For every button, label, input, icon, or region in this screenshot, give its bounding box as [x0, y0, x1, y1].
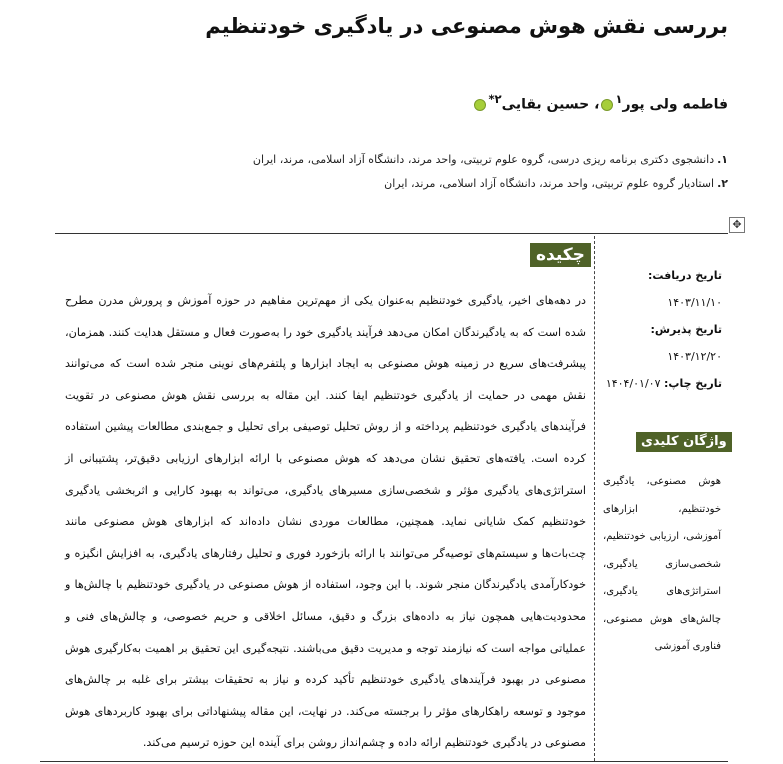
author-first-affil: ۱: [615, 92, 623, 106]
keywords-body: هوش مصنوعی، یادگیری خودتنظیم، ابزارهای آموزشی، ارزیابی خودتنظیم، شخصی‌سازی یادگیری، استراتژی‌های یادگیری، چالش‌های هوش مصنوعی، فناوری آموزشی: [603, 476, 721, 652]
author-second-affil: ۲*: [488, 92, 502, 106]
dates-panel: [600, 262, 722, 397]
orcid-icon[interactable]: [601, 99, 613, 111]
date-received: تاریخ دریافت: ۱۴۰۳/۱۱/۱۰: [648, 269, 722, 309]
affiliations: [88, 148, 728, 196]
top-divider: [55, 233, 728, 234]
orcid-icon[interactable]: [474, 99, 486, 111]
author-separator: ،: [589, 96, 600, 113]
author-second[interactable]: حسین بقایی: [501, 96, 590, 113]
date-accepted: تاریخ پذیرش: ۱۴۰۳/۱۲/۲۰: [650, 323, 722, 363]
abstract-heading: چکیده: [530, 243, 591, 267]
affiliation-item: ۲.استادیار گروه علوم تربیتی، واحد مرند، دانشگاه آزاد اسلامی، مرند، ایران: [384, 177, 728, 190]
article-title: بررسی نقش هوش مصنوعی در یادگیری خودتنظیم: [205, 14, 728, 38]
bottom-divider: [40, 761, 728, 762]
abstract-body: در دهه‌های اخیر، یادگیری خودتنظیم به‌عنوان یکی از مهم‌ترین مفاهیم در حوزه آموزش و پرورش مدرن مطرح شده است که به یادگیرندگان امکان می‌دهد فرآیند یادگیری خود را به‌صورت فعال و مستقل هدایت کنند. همزمان، پیشرفت‌های سریع در زمینه هوش مصنوعی به ایجاد ابزارها و پلتفرم‌های نوینی منجر شده است که می‌توانند نقش مهمی در حمایت از یادگیری خودتنظیم ایفا کنند. این مقاله به بررسی نقش هوش مصنوعی در تقویت فرآیندهای یادگیری خودتنظیم پرداخته و از روش تحلیل توصیفی برای تحلیل و جمع‌بندی مطالعات پیشین استفاده کرده است. یافته‌های تحقیق نشان می‌دهد که هوش مصنوعی با ارائه ابزارهای ارزیابی دقیق‌تر، پشتیبانی از استراتژی‌های یادگیری مؤثر و شخصی‌سازی مسیرهای یادگیری، می‌تواند به بهبود کارایی و اثربخشی یادگیری خودتنظیم کمک شایانی نماید. همچنین، مطالعات موردی نشان داده‌اند که ابزارهای هوش مصنوعی مانند چت‌بات‌ها و سیستم‌های توصیه‌گر می‌توانند با ارائه بازخورد فوری و تحلیل رفتارهای یادگیری، به افزایش انگیزه و خودکارآمدی یادگیرندگان منجر شوند. با این وجود، استفاده از هوش مصنوعی در یادگیری خودتنظیم با چالش‌ها و محدودیت‌هایی همچون نیاز به داده‌های بزرگ و دقیق، مسائل اخلاقی و حریم خصوصی، و چالش‌های فنی و عملیاتی مواجه است که نیازمند توجه و مدیریت دقیق می‌باشند. نتیجه‌گیری این تحقیق بر اهمیت به‌کارگیری هوش مصنوعی در بهبود فرآیندهای یادگیری خودتنظیم تأکید کرده و نیاز به تحقیقات بیشتر برای غلبه بر چالش‌های موجود و توسعه راهکارهای مؤثر را برجسته می‌کند. در نهایت، این مقاله پیشنهاداتی برای بهبود کاربردهای هوش مصنوعی در یادگیری خودتنظیم ارائه داده و چشم‌انداز روشن برای آینده این حوزه ترسیم می‌کند.: [65, 294, 586, 750]
authors-line: [128, 92, 728, 113]
column-divider: [594, 236, 595, 761]
date-published: تاریخ چاپ: ۱۴۰۴/۰۱/۰۷: [605, 377, 722, 390]
author-first[interactable]: فاطمه ولی پور: [622, 96, 728, 113]
keywords-heading: واژگان کلیدی: [636, 432, 732, 452]
move-handle-icon[interactable]: ✥: [729, 217, 745, 233]
affiliation-item: ۱.دانشجوی دکتری برنامه ریزی درسی، گروه علوم تربیتی، واحد مرند، دانشگاه آزاد اسلامی، مرند، ایران: [252, 153, 728, 166]
